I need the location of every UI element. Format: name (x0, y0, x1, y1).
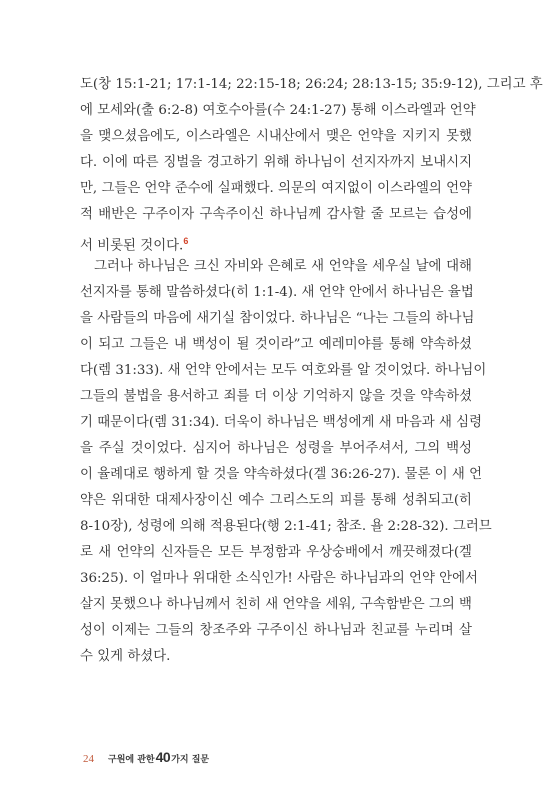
page-number: 24 (83, 753, 94, 765)
text-line: 약은 위대한 대제사장이신 예수 그리스도의 피를 통해 성취되고(히 (80, 493, 472, 508)
text-line: 살지 못했으나 하나님께서 친히 새 언약을 세워, 구속함받은 그의 백 (80, 597, 472, 612)
footnote-marker[interactable]: 6 (183, 236, 189, 246)
text-line: 을 주실 것이었다. 심지어 하나님은 성령을 부어주셔서, 그의 백성 (80, 441, 472, 456)
paragraph-1 (80, 72, 543, 254)
text-line: 선지자를 통해 말씀하셨다(히 1:1-4). 새 언약 안에서 하나님은 율법 (80, 285, 474, 300)
running-book-title (108, 749, 209, 765)
text-line: 성이 이제는 그들의 창조주와 구주이신 하나님과 친교를 누리며 살 (80, 623, 472, 638)
text-line: 기 때문이다(렘 31:34). 더욱이 하나님은 백성에게 새 마음과 새 심령 (80, 415, 483, 430)
text-line: 그러나 하나님은 크신 자비와 은혜로 새 언약을 세우실 날에 대해 (94, 259, 472, 274)
text-line (80, 228, 472, 254)
text-line: 을 맺으셨음에도, 이스라엘은 시내산에서 맺은 언약을 지키지 못했 (80, 129, 472, 144)
book-title-number: 40 (155, 749, 171, 765)
book-title-prefix: 구원에 관한 (108, 755, 155, 765)
text-line: 그들의 불법을 용서하고 죄를 더 이상 기억하지 않을 것을 약속하셨 (80, 389, 472, 404)
text-line: 에 모세와(출 6:2-8) 여호수아를(수 24:1-27) 통해 이스라엘과 언약 (80, 103, 476, 118)
text-line: 다. 이에 따른 징벌을 경고하기 위해 하나님이 선지자까지 보내시지 (80, 155, 472, 170)
body-text (80, 72, 543, 670)
text-line: 8-10장), 성령에 의해 적용된다(행 2:1-41; 참조. 욜 2:28-32). 그러므 (80, 519, 492, 534)
text-line: 만, 그들은 언약 준수에 실패했다. 의문의 여지없이 이스라엘의 언약 (80, 181, 472, 196)
text-line: 다(렘 31:33). 새 언약 안에서는 모두 여호와를 알 것이었다. 하나님이 (80, 363, 487, 378)
text-line: 36:25). 이 얼마나 위대한 소식인가! 사람은 하나님과의 언약 안에서 (80, 571, 478, 586)
text-line-content: 서 비롯된 것이다. (80, 238, 184, 254)
paragraph-2 (80, 254, 492, 670)
text-line: 을 사람들의 마음에 새기실 참이었다. 하나님은 “나는 그들의 하나님 (80, 311, 475, 326)
text-line: 도(창 15:1-21; 17:1-14; 22:15-18; 26:24; 28:13-15; 35:9-12), 그리고 후 (80, 77, 543, 92)
book-title-suffix: 가지 질문 (171, 755, 210, 765)
text-line: 이 되고 그들은 내 백성이 될 것이라”고 예레미야를 통해 약속하셨 (80, 337, 472, 352)
text-line: 로 새 언약의 신자들은 모든 부정함과 우상숭배에서 깨끗해졌다(겔 (80, 545, 472, 560)
text-line: 적 배반은 구주이자 구속주이신 하나님께 감사할 줄 모르는 습성에 (80, 207, 472, 222)
text-line: 이 율례대로 행하게 할 것을 약속하셨다(겔 36:26-27). 물론 이 새 언 (80, 467, 482, 482)
page-footer (83, 749, 209, 765)
text-line: 수 있게 하셨다. (80, 649, 171, 664)
